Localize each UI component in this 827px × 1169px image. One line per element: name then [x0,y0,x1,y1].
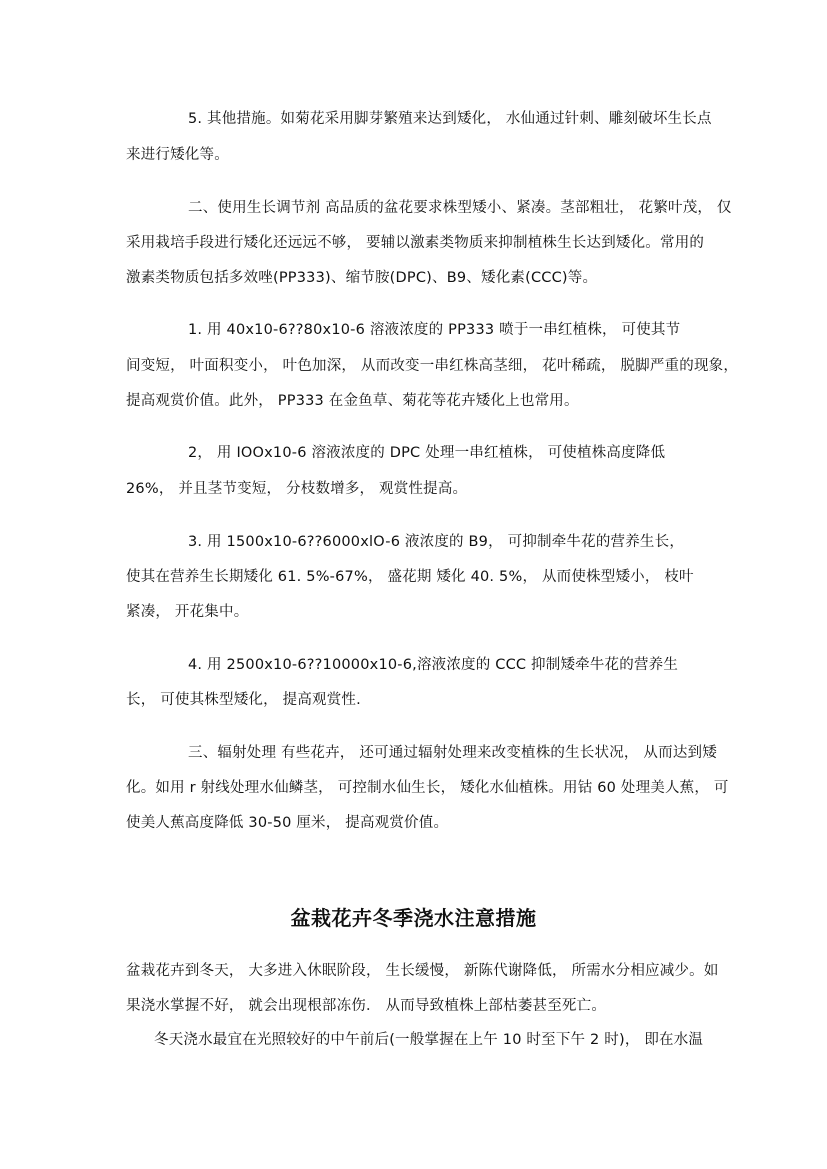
paragraph-line: 来进行矮化等。 [126,147,229,163]
paragraph-line: 冬天浇水最宜在光照较好的中午前后(一般掌握在上午 10 时至下午 2 时)， 即在水温 [154,1032,704,1048]
paragraph-line: 果浇水掌握不好， 就会出现根部冻伤． 从而导致植株上部枯萎甚至死亡。 [126,998,607,1014]
paragraph-line: 使其在营养生长期矮化 61. 5%-67%， 盛花期 矮化 40. 5%， 从而使株型矮小， 枝叶 [126,569,694,585]
article-title: 盆栽花卉冬季浇水注意措施 [290,906,537,930]
paragraph-line: 激素类物质包括多效唑(PP333)、缩节胺(DPC)、B9、矮化素(CCC)等。 [126,270,598,286]
paragraph-line: 3. 用 1500x10-6??6000xlO-6 液浓度的 B9， 可抑制牵牛花的营养生长， [188,534,685,550]
paragraph-line: 化。如用 r 射线处理水仙鳞茎， 可控制水仙生长， 矮化水仙植株。用钴 60 处理美人蕉， 可 [126,780,729,796]
paragraph-line: 采用栽培手段进行矮化还远远不够， 要辅以激素类物质来抑制植株生长达到矮化。常用的 [126,235,705,251]
paragraph-line: 盆栽花卉到冬天， 大多进入休眠阶段， 生长缓慢， 新陈代谢降低， 所需水分相应减少。如 [126,963,719,979]
paragraph-line: 2， 用 IOOx10-6 溶液浓度的 DPC 处理一串红植株， 可使植株高度降低 [188,445,666,461]
paragraph-line: 使美人蕉高度降低 30-50 厘米， 提高观赏价值。 [126,815,449,831]
paragraph-line: 间变短， 叶面积变小， 叶色加深， 从而改变一串红株高茎细， 花叶稀疏， 脱脚严重的现象， [126,358,739,374]
paragraph-line: 4. 用 2500x10-6??10000x10-6,溶液浓度的 CCC 抑制矮牵牛花的营养生 [188,657,679,673]
paragraph-line: 1. 用 40x10-6??80x10-6 溶液浓度的 PP333 喷于一串红植株， 可使其节 [188,322,681,338]
paragraph-line: 三、辐射处理 有些花卉， 还可通过辐射处理来改变植株的生长状况， 从而达到矮 [188,745,717,761]
paragraph-line: 二、使用生长调节剂 高品质的盆花要求株型矮小、紧凑。茎部粗壮， 花繁叶茂， 仅 [188,200,732,216]
paragraph-line: 5. 其他措施。如菊花采用脚芽繁殖来达到矮化， 水仙通过针刺、雕刻破坏生长点 [188,111,712,127]
paragraph-line: 26%， 并且茎节变短， 分枝数增多， 观赏性提高。 [126,481,468,497]
paragraph-line: 紧凑， 开花集中。 [126,604,249,620]
paragraph-line: 长， 可使其株型矮化， 提高观赏性. [126,692,361,708]
paragraph-line: 提高观赏价值。此外， PP333 在金鱼草、菊花等花卉矮化上也常用。 [126,393,579,409]
